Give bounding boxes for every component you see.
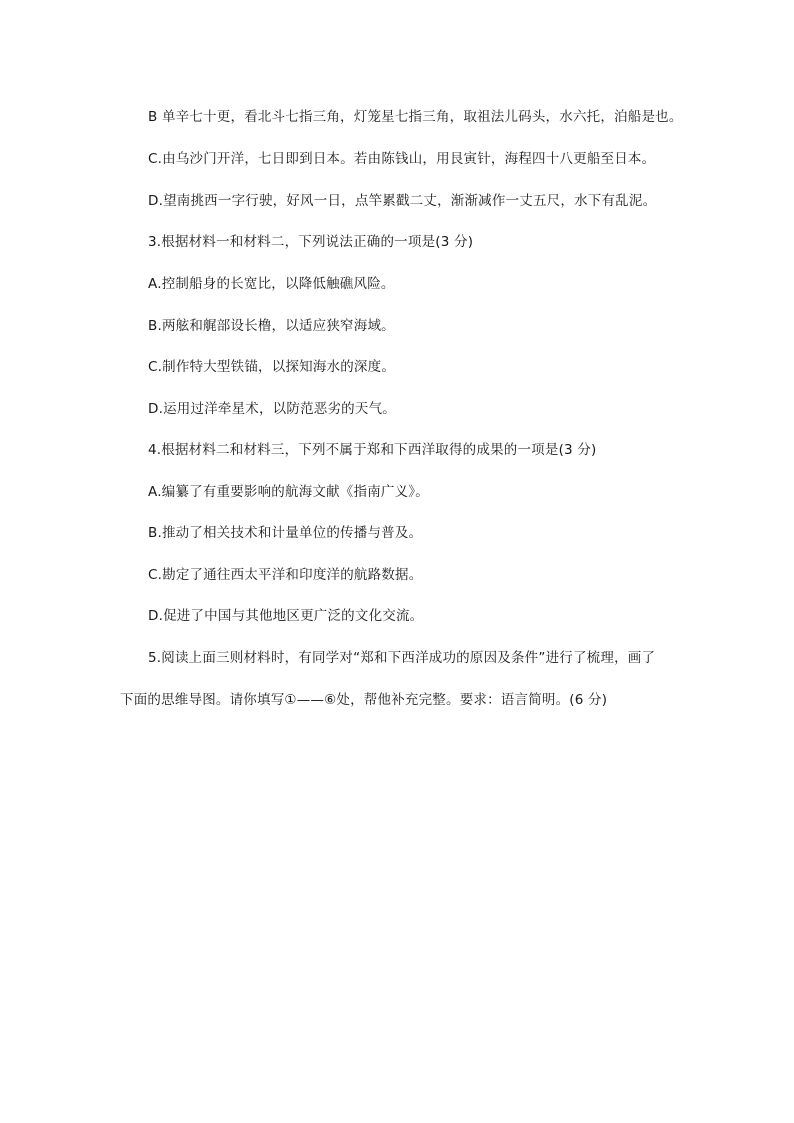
question-3-option-b: B.两舷和艉部设长橹，以适应狭窄海域。 [148,318,395,334]
question-3-option-a: A.控制船身的长宽比，以降低触礁风险。 [148,276,395,292]
question-4-option-d: D.促进了中国与其他地区更广泛的文化交流。 [148,608,424,624]
question-4-option-b: B.推动了相关技术和计量单位的传播与普及。 [148,525,423,541]
question-5-stem-line2: 下面的思维导图。请你填写①——⑥处，帮他补充完整。要求：语言简明。(6 分) [120,692,608,708]
option-c-q2: C.由乌沙门开洋，七日即到日本。若由陈钱山，用艮寅针，海程四十八更船至日本。 [148,151,656,167]
option-b-q2: B 单辛七十更，看北斗七指三角，灯笼星七指三角，取祖法儿码头，水六托，泊船是也。 [148,109,683,125]
question-3-option-c: C.制作特大型铁锚，以探知海水的深度。 [148,359,396,375]
question-3-stem: 3.根据材料一和材料二，下列说法正确的一项是(3 分) [148,234,474,250]
question-3-option-d: D.运用过洋牵星术，以防范恶劣的天气。 [148,401,396,417]
question-4-stem: 4.根据材料二和材料三，下列不属于郑和下西洋取得的成果的一项是(3 分) [148,442,597,458]
option-d-q2: D.望南挑西一字行驶，好风一日，点竿累戳二丈，渐渐减作一丈五尺，水下有乱泥。 [148,193,657,209]
question-4-option-c: C.勘定了通往西太平洋和印度洋的航路数据。 [148,567,423,583]
question-5-stem-line1: 5.阅读上面三则材料时，有同学对“郑和下西洋成功的原因及条件”进行了梳理，画了 [148,650,656,666]
question-4-option-a: A.编纂了有重要影响的航海文献《指南广义》。 [148,484,429,500]
